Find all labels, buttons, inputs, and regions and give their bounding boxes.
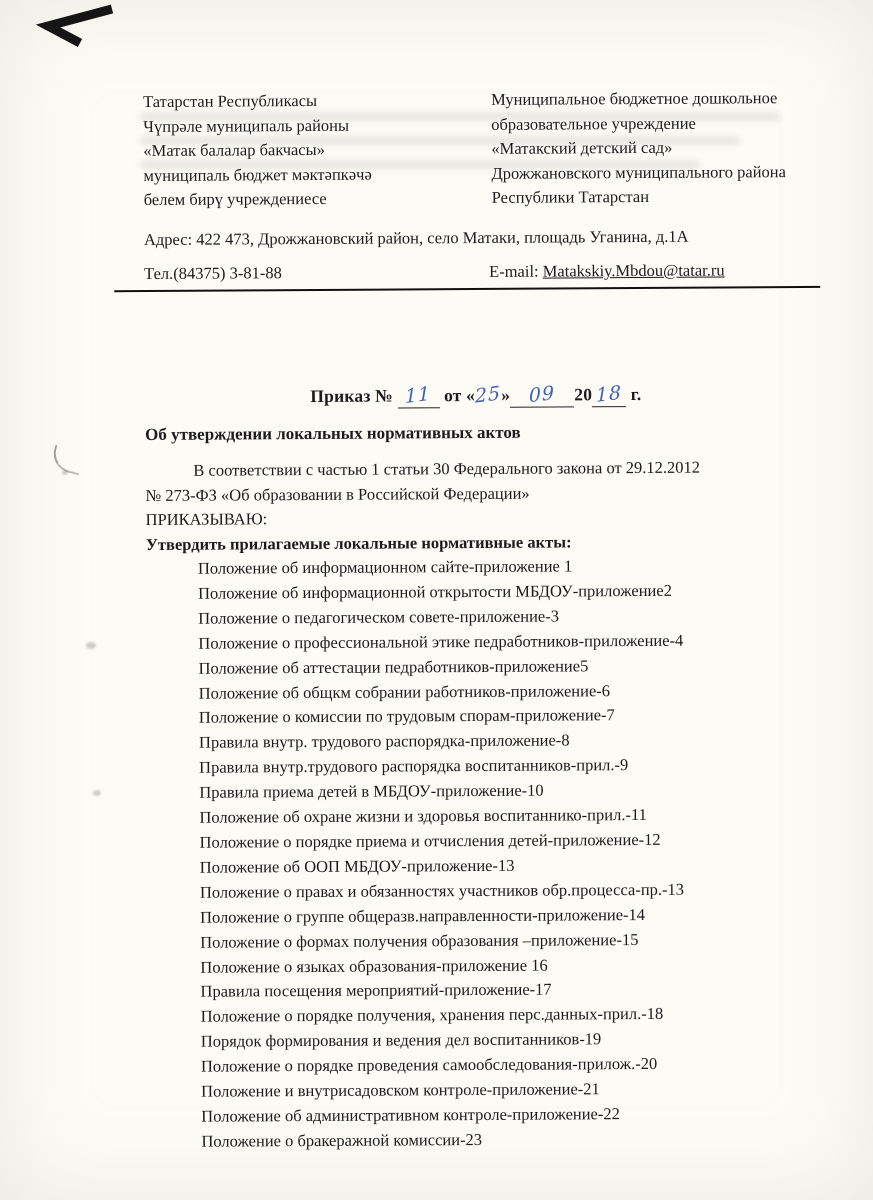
letterhead-line: образовательное учреждение [491,113,696,134]
list-item: Положение о профессиональной этике педработников-приложение-4 [198,630,684,653]
letterhead-line: «Матак балалар бакчасы» [143,139,326,161]
list-item: Положение об охране жизни и здоровья воспитаннико-прил.-11 [199,805,647,827]
address-line: Адрес: 422 473, Дрожжановский район, село Матаки, площадь Уганина, д.1А [143,226,689,249]
letterhead-tatar [143,88,492,213]
letterhead-line: Дрожжановского муниципального района [491,161,786,183]
list-item: Правила посещения мероприятий-приложение-17 [200,979,552,1002]
letterhead-line: Республики Татарстан [491,186,650,207]
list-item: Положение о порядке получения, хранения перс.данных-прил.-18 [200,1004,664,1026]
order-month-blank [510,381,574,407]
letterhead-line: муниципаль бюджет мәктәпкәчә [143,164,372,185]
list-item: Положение о порядке приема и отчисления детей-приложение-12 [199,829,661,852]
letterhead [143,86,806,213]
list-item: Положение о группе общеразв.направленности-приложение-14 [200,904,646,927]
list-item: Правила внутр. трудового распорядка-приложение-8 [198,730,570,753]
handwritten-day: 25 [474,381,502,408]
order-subject: Об утверждении локальных нормативных актов [145,422,521,444]
letterhead-divider [114,285,820,291]
handwritten-year: 18 [595,380,623,407]
list-item: Положение о бракеражной комиссии-23 [201,1129,483,1151]
body-line: № 273-ФЗ «Об образовании в Российской Федерации» [145,483,530,505]
list-item: Правила внутр.трудового распорядка воспитанников-прил.-9 [199,755,629,777]
order-title-century: 20 [574,383,593,404]
scan-speck [86,642,96,649]
list-item: Положение и внутрисадовском контроле-приложение-21 [201,1079,600,1101]
list-item: Положение о правах и обязанностях участников обр.процесса-пр.-13 [199,879,685,902]
prikaz-word: ПРИКАЗЫВАЮ: [145,509,268,530]
list-item: Правила приема детей в МБДОУ-приложение-10 [199,780,544,802]
list-item: Положение об информационной открытости МБДОУ-приложение2 [198,580,672,603]
list-item: Положение о комиссии по трудовым спорам-приложение-7 [198,705,615,728]
order-number-blank [397,382,439,408]
order-year-blank [592,380,626,407]
phone-number: Тел.(84375) 3-81-88 [144,263,282,284]
scan-corner-artifact [20,3,124,53]
list-item: Положение об общкм собрании работников-приложение-6 [198,680,611,703]
list-item: Положение об информационном сайте-приложение 1 [197,556,573,578]
body-line: В соответствии с частью 1 статьи 30 Федерального закона от 29.12.2012 [193,457,701,480]
letterhead-line: Чүпрәле муниципаль районы [143,115,350,136]
letterhead-line: Муниципальное бюджетное дошкольное [491,88,778,109]
list-item: Положение о формах получения образования –приложение-15 [200,929,639,952]
list-item: Положение о порядке проведения самообследования-прилож.-20 [200,1054,658,1076]
list-item: Положение об административном контроле-приложение-22 [201,1104,620,1126]
letterhead-line: «Матакский детский сад» [491,137,673,158]
list-item: Положение об ООП МБДОУ-приложение-13 [199,855,515,877]
list-item: Положение о педагогическом совете-приложение-3 [198,606,560,628]
order-body [145,455,808,557]
contact-row [144,258,806,287]
letterhead-line: белем бирү учреждениесе [143,188,327,210]
order-title-from: от « [439,384,476,405]
list-item: Порядок формирования и ведения дел воспитанников-19 [200,1029,602,1051]
order-title-suffix: г. [626,383,642,404]
document-content [143,86,811,1155]
order-title-quote: » [501,384,511,405]
acts-list [146,553,812,1155]
approve-heading: Утвердить прилагаемые локальные нормативные акты: [145,531,572,554]
handwritten-month: 09 [528,381,556,407]
handwritten-order-number: 11 [405,382,432,408]
list-item: Положение о языках образования-приложение 16 [200,955,548,977]
scan-speck [93,790,101,796]
letterhead-line: Татарстан Республикасы [143,90,318,112]
list-item: Положение об аттестации педработников-приложение5 [198,655,589,678]
letterhead-russian [491,86,806,210]
order-title-prefix: Приказ № [310,384,398,406]
scan-speck [62,470,68,475]
order-title [145,380,807,409]
email-address: Matakskiy.Mbdou@tatar.ru [542,260,725,281]
email-block [489,258,725,284]
email-label: E-mail: [489,261,543,281]
